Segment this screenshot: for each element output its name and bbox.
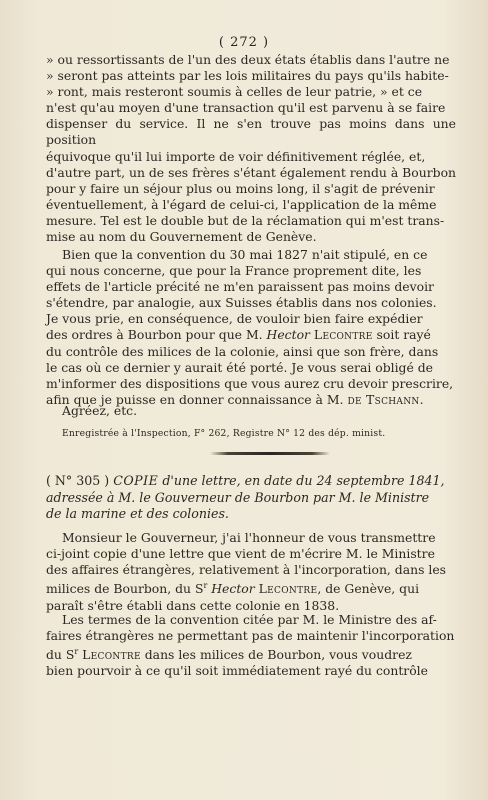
text-line: m'informer des dispositions que vous aurez cru devoir prescrire, xyxy=(46,375,454,391)
person-name: Hector xyxy=(266,327,310,343)
text-line: Les termes de la convention citée par M. le Ministre des af- xyxy=(62,612,437,627)
text-line: n'est qu'au moyen d'une transaction qu'il est parvenu à se faire xyxy=(46,100,446,116)
text-line: » seront pas atteints par les lois militaires du pays qu'ils habite- xyxy=(46,68,449,84)
text-line: mise au nom du Gouvernement de Genève. xyxy=(46,229,317,245)
text-line: faires étrangères ne permettant pas de maintenir l'incorporation xyxy=(46,628,455,644)
text-run: dans les milices de Bourbon, vous voudrez xyxy=(140,647,412,663)
paragraph-convention-terms xyxy=(46,612,456,680)
text-run: milices de Bourbon, du S xyxy=(46,581,204,597)
text-line: bien pourvoir à ce qu'il soit immédiatement rayé du contrôle xyxy=(46,663,428,679)
document-number: ( N° 305 ) xyxy=(46,473,110,488)
text-run: . xyxy=(419,391,424,407)
text-line: des affaires étrangères, relativement à l'incorporation, dans les xyxy=(46,562,447,578)
text-line xyxy=(46,644,456,663)
superscript: r xyxy=(203,581,208,591)
heading-text: d'une lettre, en date du 24 septembre 1841, xyxy=(158,473,445,488)
text-line: pour y faire un séjour plus ou moins long, il s'agit de prévenir xyxy=(46,180,435,196)
text-run: du S xyxy=(46,647,75,663)
superscript: r xyxy=(74,647,79,657)
text-line: dispenser du service. Il ne s'en trouve pas moins dans une position xyxy=(46,116,456,148)
heading-line xyxy=(46,473,456,490)
text-run: afin que je puisse en donner connaissance à M. xyxy=(46,391,348,407)
person-surname: Lecontre xyxy=(82,647,141,663)
person-surname: de Tschann xyxy=(347,391,420,407)
text-line: éventuellement, à l'égard de celui-ci, l'application de la même xyxy=(46,196,437,212)
closing-formula: Agréez, etc. xyxy=(62,403,138,418)
text-line: du contrôle des milices de la colonie, ainsi que son frère, dans xyxy=(46,343,439,359)
text-line: paraît s'être établi dans cette colonie en 1838. xyxy=(46,597,340,613)
text-line xyxy=(46,327,456,343)
text-line: Je vous prie, en conséquence, de vouloir bien faire expédier xyxy=(46,311,423,327)
text-line: » ront, mais resteront soumis à celles de leur patrie, » et ce xyxy=(46,84,423,100)
section-heading xyxy=(46,473,456,523)
text-line xyxy=(46,578,456,597)
person-surname: Lecontre xyxy=(258,581,318,597)
heading-line: adressée à M. le Gouverneur de Bourbon par M. le Ministre xyxy=(46,489,430,505)
heading-title: COPIE xyxy=(113,473,159,488)
person-name: Hector xyxy=(211,581,255,597)
text-line: Monsieur le Gouverneur, j'ai l'honneur de vous transmettre xyxy=(62,530,436,545)
text-line: qui nous concerne, que pour la France proprement dite, les xyxy=(46,263,422,279)
text-line: d'autre part, un de ses frères s'étant également rendu à Bourbon xyxy=(46,164,457,180)
paragraph-convention xyxy=(46,247,456,408)
text-line: le cas où ce dernier y aurait été porté. Je vous serai obligé de xyxy=(46,359,434,375)
paragraph-letter-intro xyxy=(46,530,456,614)
text-line: mesure. Tel est le double but de la réclamation qui m'est trans- xyxy=(46,212,445,228)
text-line: » ou ressortissants de l'un des deux états établis dans l'autre ne xyxy=(46,52,450,67)
text-line: s'étendre, par analogie, aux Suisses établis dans nos colonies. xyxy=(46,295,437,311)
text-line: effets de l'article précité ne m'en paraissent pas moins devoir xyxy=(46,279,434,295)
text-line: équivoque qu'il lui importe de voir définitivement réglée, et, xyxy=(46,148,426,164)
section-divider xyxy=(210,452,330,455)
text-run: , de Genève, qui xyxy=(317,581,420,597)
text-run: des ordres à Bourbon pour que M. xyxy=(46,327,267,343)
register-note: Enregistrée à l'Inspection, F° 262, Registre N° 12 des dép. minist. xyxy=(62,428,386,439)
text-run: soit rayé xyxy=(372,327,431,343)
heading-line: de la marine et des colonies. xyxy=(46,506,229,521)
page-number: ( 272 ) xyxy=(218,35,270,50)
text-line: Bien que la convention du 30 mai 1827 n'ait stipulé, en ce xyxy=(62,247,428,262)
paragraph-continuation xyxy=(46,52,456,245)
text-line: ci-joint copie d'une lettre que vient de m'écrire M. le Ministre xyxy=(46,546,435,562)
person-surname: Lecontre xyxy=(313,327,373,343)
